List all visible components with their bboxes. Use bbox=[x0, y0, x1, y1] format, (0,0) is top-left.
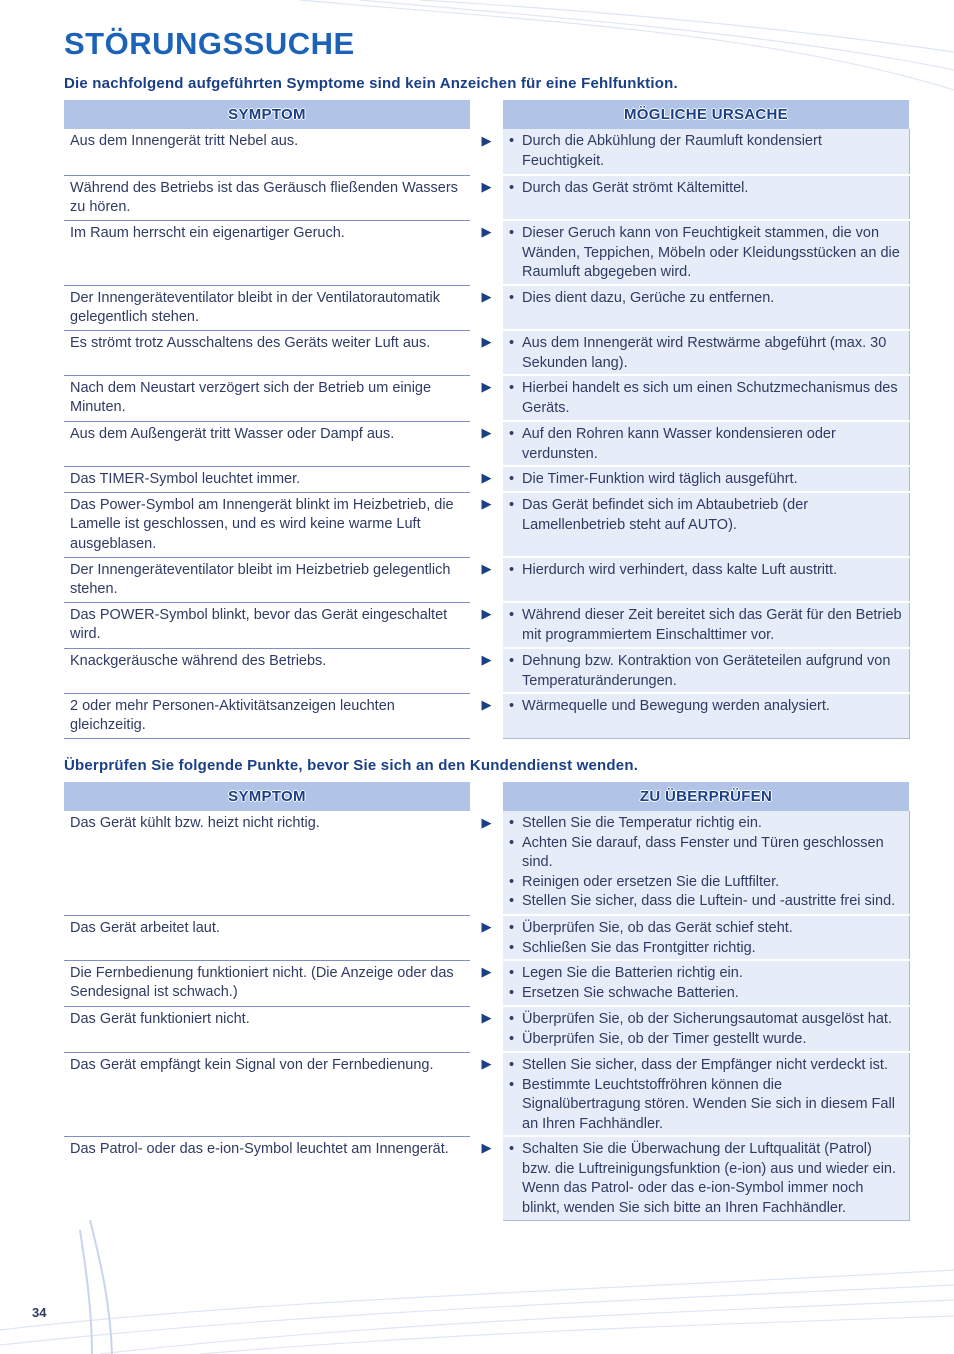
symptom-cell: Aus dem Innengerät tritt Nebel aus. bbox=[64, 129, 470, 175]
arrow-right-icon: ▶ bbox=[481, 815, 492, 830]
list-item: • Das Gerät befindet sich im Abtaubetrieb (der Lamellenbetrieb steht auf AUTO). bbox=[522, 496, 903, 535]
symptom-cell: Während des Betriebs ist das Geräusch fließenden Wassers zu hören. bbox=[64, 175, 470, 220]
cause-cell bbox=[503, 915, 909, 960]
list-item: • Schalten Sie die Überwachung der Luftqualität (Patrol) bzw. die Luftreinigungsfunktion (e-ion) aus und wieder ein. Wenn das Patrol- oder das e-ion-Symbol immer noch blinkt, wenden Sie sich bitte an Ihren Fachhändler. bbox=[522, 1140, 903, 1218]
table-row bbox=[64, 492, 909, 557]
list-item: • Auf den Rohren kann Wasser kondensieren oder verdunsten. bbox=[522, 425, 903, 464]
list-item: • Reinigen oder ersetzen Sie die Luftfilter. bbox=[522, 873, 903, 893]
cause-list bbox=[522, 1056, 903, 1134]
symptom-cell: Das Gerät arbeitet laut. bbox=[64, 915, 470, 960]
arrow-right-icon: ▶ bbox=[481, 606, 492, 621]
arrow-right-icon: ▶ bbox=[481, 179, 492, 194]
cause-list bbox=[522, 179, 903, 199]
table-row bbox=[64, 602, 909, 648]
arrow-right-icon: ▶ bbox=[481, 425, 492, 440]
symptom-cell: 2 oder mehr Personen-Aktivitätsanzeigen leuchten gleichzeitig. bbox=[64, 693, 470, 738]
symptom-cell: Der Innengeräteventilator bleibt in der Ventilatorautomatik gelegentlich stehen. bbox=[64, 285, 470, 330]
arrow-right-icon: ▶ bbox=[481, 470, 492, 485]
table-row bbox=[64, 915, 909, 960]
cause-list bbox=[522, 561, 903, 581]
cause-cell bbox=[503, 1006, 909, 1052]
arrow-right-icon: ▶ bbox=[481, 561, 492, 576]
arrow-right-icon: ▶ bbox=[481, 1140, 492, 1155]
table-row bbox=[64, 693, 909, 738]
symptom-cell: Die Fernbedienung funktioniert nicht. (Die Anzeige oder das Sendesignal ist schwach.) bbox=[64, 960, 470, 1006]
cause-cell bbox=[503, 129, 909, 175]
table-row bbox=[64, 811, 909, 915]
table-row bbox=[64, 1006, 909, 1052]
cause-list bbox=[522, 814, 903, 912]
list-item: • Durch das Gerät strömt Kältemittel. bbox=[522, 179, 903, 199]
symptom-cell: Nach dem Neustart verzögert sich der Betrieb um einige Minuten. bbox=[64, 375, 470, 421]
cause-cell bbox=[503, 330, 909, 375]
arrow-right-icon: ▶ bbox=[481, 652, 492, 667]
list-item: • Überprüfen Sie, ob das Gerät schief steht. bbox=[522, 919, 903, 939]
list-item: • Dieser Geruch kann von Feuchtigkeit stammen, die von Wänden, Teppichen, Möbeln oder Kleidungsstücken an die Raumluft abgegeben wird. bbox=[522, 224, 903, 283]
symptom-cell: Es strömt trotz Ausschaltens des Geräts weiter Luft aus. bbox=[64, 330, 470, 375]
cause-list bbox=[522, 1140, 903, 1218]
cause-cell bbox=[503, 285, 909, 330]
table-row bbox=[64, 330, 909, 375]
table-row bbox=[64, 220, 909, 285]
symptom-cell: Aus dem Außengerät tritt Wasser oder Dampf aus. bbox=[64, 421, 470, 466]
cause-list bbox=[522, 697, 903, 717]
table-row bbox=[64, 466, 909, 492]
table-row bbox=[64, 1136, 909, 1220]
cause-cell bbox=[503, 175, 909, 220]
list-item: • Ersetzen Sie schwache Batterien. bbox=[522, 984, 903, 1004]
table-row bbox=[64, 557, 909, 602]
arrow-right-icon: ▶ bbox=[481, 1056, 492, 1071]
symptom-cell: Das POWER-Symbol blinkt, bevor das Gerät eingeschaltet wird. bbox=[64, 602, 470, 648]
table-row bbox=[64, 1052, 909, 1136]
list-item: • Stellen Sie sicher, dass die Luftein- und -austritte frei sind. bbox=[522, 892, 903, 912]
page-number: 34 bbox=[32, 1305, 47, 1320]
symptom-cell: Das Gerät funktioniert nicht. bbox=[64, 1006, 470, 1052]
table-row bbox=[64, 285, 909, 330]
arrow-right-icon: ▶ bbox=[481, 697, 492, 712]
symptom-cell: Der Innengeräteventilator bleibt im Heizbetrieb gelegentlich stehen. bbox=[64, 557, 470, 602]
list-item: • Aus dem Innengerät wird Restwärme abgeführt (max. 30 Sekunden lang). bbox=[522, 334, 903, 373]
cause-list bbox=[522, 919, 903, 958]
symptom-column-header: SYMPTOM bbox=[64, 100, 470, 129]
symptom-cell: Knackgeräusche während des Betriebs. bbox=[64, 648, 470, 693]
list-item: • Schließen Sie das Frontgitter richtig. bbox=[522, 939, 903, 959]
arrow-right-icon: ▶ bbox=[481, 379, 492, 394]
list-item: • Überprüfen Sie, ob der Timer gestellt wurde. bbox=[522, 1030, 903, 1050]
arrow-right-icon: ▶ bbox=[481, 133, 492, 148]
cause-list bbox=[522, 334, 903, 373]
cause-list bbox=[522, 224, 903, 283]
cause-cell bbox=[503, 1136, 909, 1220]
cause-cell bbox=[503, 693, 909, 738]
table-row bbox=[64, 648, 909, 693]
cause-cell bbox=[503, 960, 909, 1006]
arrow-right-icon: ▶ bbox=[481, 919, 492, 934]
arrow-right-icon: ▶ bbox=[481, 496, 492, 511]
cause-list bbox=[522, 652, 903, 691]
arrow-right-icon: ▶ bbox=[481, 224, 492, 239]
list-item: • Achten Sie darauf, dass Fenster und Türen geschlossen sind. bbox=[522, 834, 903, 873]
cause-cell bbox=[503, 648, 909, 693]
cause-cell bbox=[503, 466, 909, 492]
cause-list bbox=[522, 470, 903, 490]
arrow-right-icon: ▶ bbox=[481, 1010, 492, 1025]
cause-cell bbox=[503, 421, 909, 466]
table-row bbox=[64, 375, 909, 421]
page-title: STÖRUNGSSUCHE bbox=[64, 26, 355, 61]
check-before-service-table bbox=[64, 782, 910, 1221]
symptom-cell: Das TIMER-Symbol leuchtet immer. bbox=[64, 466, 470, 492]
list-item: • Dehnung bzw. Kontraktion von Geräteteilen aufgrund von Temperaturänderungen. bbox=[522, 652, 903, 691]
symptom-column-header: SYMPTOM bbox=[64, 782, 470, 811]
cause-cell bbox=[503, 375, 909, 421]
cause-list bbox=[522, 606, 903, 645]
list-item: • Bestimmte Leuchtstoffröhren können die Signalübertragung stören. Wenden Sie sich in diesem Fall an Ihren Fachhändler. bbox=[522, 1076, 903, 1135]
symptom-cell: Das Power-Symbol am Innengerät blinkt im Heizbetrieb, die Lamelle ist geschlossen, und es wird keine warme Luft ausgeblasen. bbox=[64, 492, 470, 557]
symptom-cell: Das Gerät empfängt kein Signal von der Fernbedienung. bbox=[64, 1052, 470, 1136]
cause-cell bbox=[503, 557, 909, 602]
list-item: • Hierdurch wird verhindert, dass kalte Luft austritt. bbox=[522, 561, 903, 581]
arrow-right-icon: ▶ bbox=[481, 289, 492, 304]
list-item: • Überprüfen Sie, ob der Sicherungsautomat ausgelöst hat. bbox=[522, 1010, 903, 1030]
symptom-cell: Das Patrol- oder das e-ion-Symbol leuchtet am Innengerät. bbox=[64, 1136, 470, 1220]
cause-list bbox=[522, 425, 903, 464]
cause-list bbox=[522, 1010, 903, 1049]
table-row bbox=[64, 960, 909, 1006]
list-item: • Dies dient dazu, Gerüche zu entfernen. bbox=[522, 289, 903, 309]
arrow-right-icon: ▶ bbox=[481, 334, 492, 349]
list-item: • Durch die Abkühlung der Raumluft kondensiert Feuchtigkeit. bbox=[522, 132, 903, 171]
cause-list bbox=[522, 964, 903, 1003]
cause-list bbox=[522, 132, 903, 171]
cause-cell bbox=[503, 602, 909, 648]
cause-cell bbox=[503, 811, 909, 915]
list-item: • Wärmequelle und Bewegung werden analysiert. bbox=[522, 697, 903, 717]
table-row bbox=[64, 421, 909, 466]
no-malfunction-table bbox=[64, 100, 910, 739]
list-item: • Legen Sie die Batterien richtig ein. bbox=[522, 964, 903, 984]
section1-heading: Die nachfolgend aufgeführten Symptome sind kein Anzeichen für eine Fehlfunktion. bbox=[64, 75, 678, 92]
cause-list bbox=[522, 289, 903, 309]
table-row bbox=[64, 129, 909, 175]
cause-cell bbox=[503, 220, 909, 285]
arrow-right-icon: ▶ bbox=[481, 964, 492, 979]
list-item: • Stellen Sie die Temperatur richtig ein. bbox=[522, 814, 903, 834]
cause-list bbox=[522, 379, 903, 418]
cause-cell bbox=[503, 1052, 909, 1136]
list-item: • Stellen Sie sicher, dass der Empfänger nicht verdeckt ist. bbox=[522, 1056, 903, 1076]
list-item: • Während dieser Zeit bereitet sich das Gerät für den Betrieb mit programmiertem Einschalttimer vor. bbox=[522, 606, 903, 645]
symptom-cell: Das Gerät kühlt bzw. heizt nicht richtig. bbox=[64, 811, 470, 915]
section2-heading: Überprüfen Sie folgende Punkte, bevor Sie sich an den Kundendienst wenden. bbox=[64, 757, 639, 774]
list-item: • Hierbei handelt es sich um einen Schutzmechanismus des Geräts. bbox=[522, 379, 903, 418]
table-row bbox=[64, 175, 909, 220]
cause-column-header: MÖGLICHE URSACHE bbox=[503, 100, 909, 129]
cause-list bbox=[522, 496, 903, 535]
list-item: • Die Timer-Funktion wird täglich ausgeführt. bbox=[522, 470, 903, 490]
cause-cell bbox=[503, 492, 909, 557]
check-column-header: ZU ÜBERPRÜFEN bbox=[503, 782, 909, 811]
symptom-cell: Im Raum herrscht ein eigenartiger Geruch. bbox=[64, 220, 470, 285]
